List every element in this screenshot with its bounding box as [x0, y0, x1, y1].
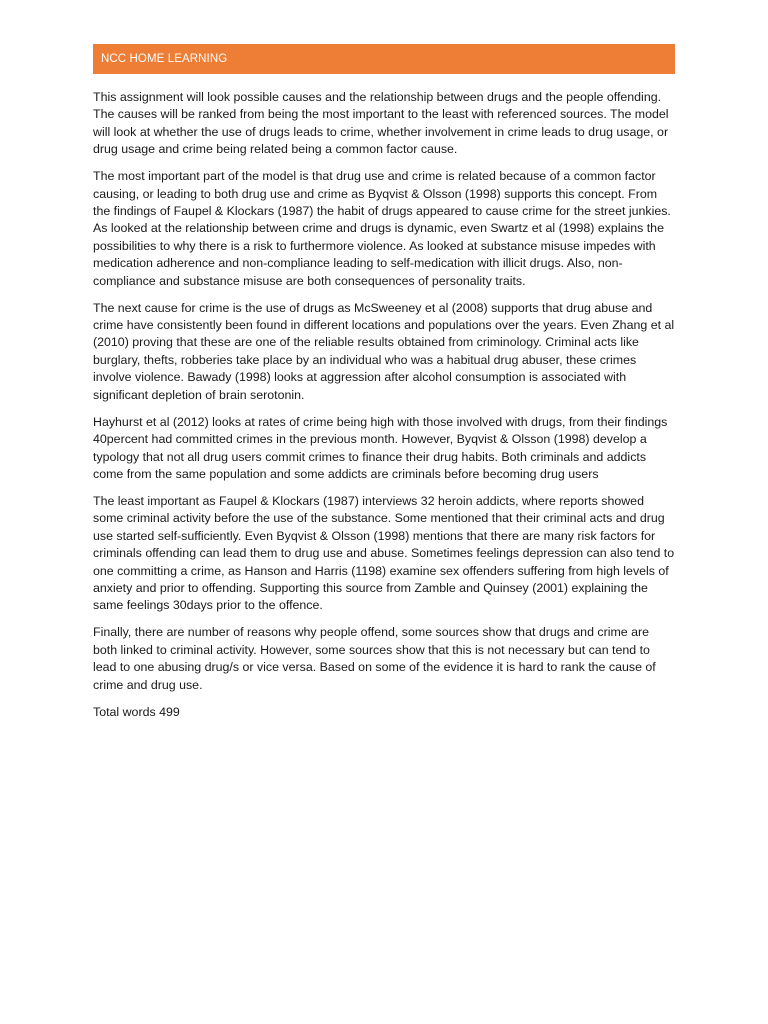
paragraph-conclusion: Finally, there are number of reasons why people offend, some sources show that drugs and crime are both linked to criminal activity. However, some sources show that this is not necessary but can tend to lead to one abusing drug/s or vice versa. Based on some of the evidence it is hard to rank the cause of crime and drug use. — [93, 625, 656, 692]
header-banner — [93, 44, 675, 74]
word-count: Total words 499 — [93, 704, 180, 719]
paragraph-common-factor: The most important part of the model is that drug use and crime is related because of a common factor causing, or leading to both drug use and crime as Byqvist & Olsson (1998) supports this concept. From the findings of Faupel & Klockars (1987) the habit of drugs appeared to cause crime for the street junkies. As looked at the relationship between crime and drugs is dynamic, even Swartz et al (1998) explains the possibilities to why there is a risk to furthermore violence. As looked at substance misuse impedes with medication adherence and non-compliance leading to self-medication with illicit drugs. Also, non-compliance and substance misuse are both consequences of personality traits. — [93, 169, 671, 288]
paragraph-intro: This assignment will look possible causes and the relationship between drugs and the people offending. The causes will be ranked from being the most important to the least with referenced sources. The model will look at whether the use of drugs leads to crime, whether involvement in crime leads to drug usage, or drug usage and crime being related being a common factor cause. — [93, 90, 669, 157]
paragraph-drug-use-cause: The next cause for crime is the use of drugs as McSweeney et al (2008) supports that drug abuse and crime have consistently been found in different locations and populations over the years. Even Zhang et al (2010) proving that these are one of the reliable results obtained from criminology. Criminal acts like burglary, thefts, robberies take place by an individual who was a habitual drug abuser, these crimes involve violence. Bawady (1998) looks at aggression after alcohol consumption is associated with significant depletion of brain serotonin. — [93, 300, 675, 402]
paragraph-least-important: The least important as Faupel & Klockars (1987) interviews 32 heroin addicts, where reports showed some criminal activity before the use of the substance. Some mentioned that their criminal acts and drug use started self-sufficiently. Even Byqvist & Olsson (1998) mentions that there are many risk factors for criminals offending can lead them to drug use and abuse. Sometimes feelings depression can also tend to one committing a crime, as Hanson and Harris (1198) examine sex offenders suffering from high levels of anxiety and prior to offending. Supporting this source from Zamble and Quinsey (2001) explaining the same feelings 30days prior to the offence. — [93, 493, 675, 613]
header-title: NCC HOME LEARNING — [101, 53, 228, 65]
paragraph-crime-rates: Hayhurst et al (2012) looks at rates of crime being high with those involved with drugs, from their findings 40percent had committed crimes in the previous month. However, Byqvist & Olsson (1998) develop a typology that not all drug users commit crimes to finance their drug habits. Both criminals and addicts come from the same population and some addicts are criminals before becoming drug users — [93, 414, 668, 481]
document-body — [93, 89, 675, 731]
